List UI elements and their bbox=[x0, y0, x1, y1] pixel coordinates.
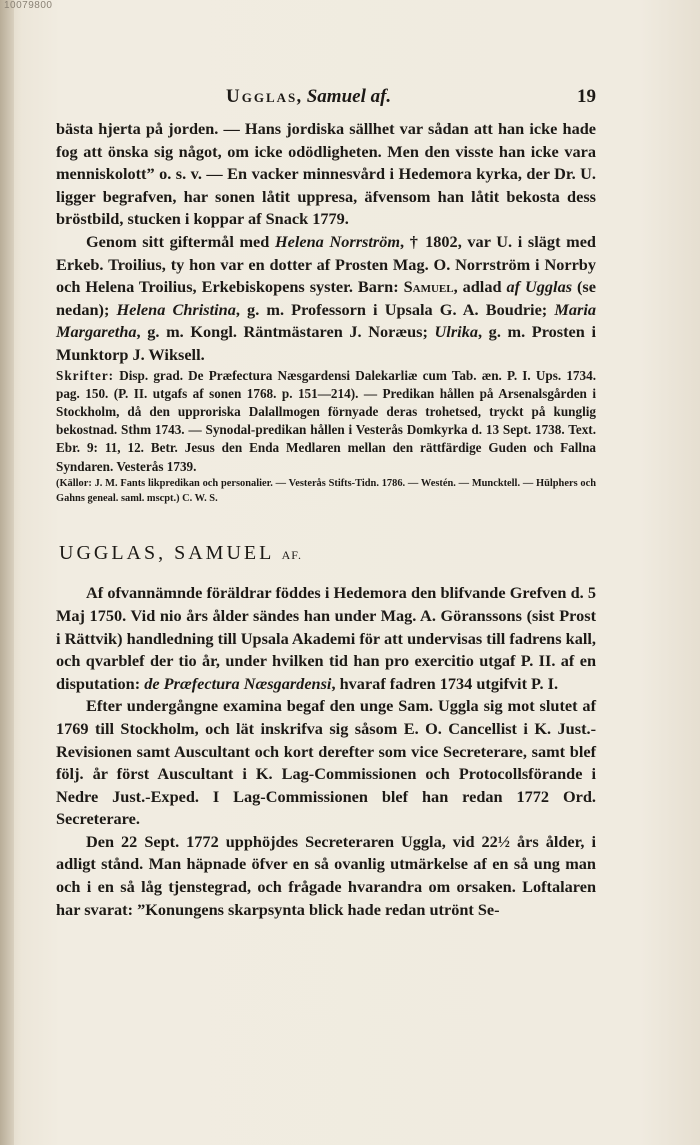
running-title-name: , Samuel af. bbox=[297, 86, 392, 107]
wife-name: Helena Norrström bbox=[274, 231, 401, 251]
author-signature: C. W. S. bbox=[182, 492, 218, 504]
heading-name: UGGLAS, SAMUEL bbox=[59, 541, 274, 564]
paragraph-marriage: Genom sitt giftermål med Helena Norrström, † 1802, var U. i slägt med Erkeb. Troilius, ty hon var en dotter af Prosten Mag. O. Norrström i Norrby och Helena Troilius, Erkebiskopens syster. Barn: Samuel, adlad af Ugglas (se nedan); Helena Christina, g. m. Professorn i Upsala G. A. Boudrie; Maria Margaretha, g. m. Kongl. Räntmästaren J. Noræus; Ulrika, g. m. Prosten i Munktorp J. Wiksell. bbox=[56, 231, 596, 364]
paragraph-birth: Af ofvannämnde föräldrar föddes i Hedemora den blifvande Grefven d. 5 Maj 1750. Vid nio års ålder sändes han under Mag. A. Göranssons (sist Prost i Rättvik) handledning till Upsala Akademi för att undervisas till fadrens kall, och qvarblef der tio år, under hvilken tid han pro exercitio utgaf P. II. af en disputation: de Præfectura Næsgardensi, hvaraf fadren 1734 utgifvit P. I. bbox=[56, 583, 596, 693]
child-maria: Maria Margaretha bbox=[56, 299, 596, 342]
paragraph-career: Efter undergångne examina begaf den unge Sam. Uggla sig mot slutet af 1769 till Stockholm, och lät inskrifva sig såsom E. O. Cancellist i K. Just.-Revisionen samt Auscultant och kort derefter som vice Secreterare, samt blef följ. år först Auscultant i K. Lag-Commissionen och Protocollsförande i Nedre Just.-Exped. I Lag-Commissionen blef han redan 1772 Ord. Secreterare. bbox=[56, 696, 596, 829]
running-title bbox=[226, 86, 391, 108]
sources-note bbox=[56, 476, 596, 506]
noble-title: af Ugglas bbox=[506, 277, 573, 297]
sources-label: (Källor: bbox=[56, 477, 92, 489]
library-stamp: 10079800 bbox=[4, 0, 53, 11]
paragraph-ennoblement: Den 22 Sept. 1772 upphöjdes Secreteraren Uggla, vid 22½ års ålder, i adligt stånd. Man häpnade öfver en så ovanlig utmärkelse af en så ung man och i en så låg tjenstegrad, och frågade hvarandra om orsaken. Loftalaren har svarat: ”Konungens skarpsynta blick hade redan utrönt Se- bbox=[56, 831, 596, 919]
writings-list bbox=[56, 367, 596, 476]
child-ulrika: Ulrika bbox=[434, 322, 478, 342]
writings-label: Skrifter: bbox=[56, 367, 115, 383]
writings-text: Disp. grad. De Præfectura Næsgardensi Dalekarliæ cum Tab. æn. P. I. Ups. 1734. pag. 150. (P. II. utgafs af sonen 1768. p. 151—214). — Predikan hållen på Arsenalsgården i Stockholm, då den upproriska Dalallmogen förnyade deras trohetsed, tryckt på kunglig bekostnad. Sthm 1743. — Synodal-predikan hållen i Vesterås Domkyrka d. 13 Sept. 1738. Text. Ebr. 9: 11, 12. Betr. Jesus den Enda Medlaren mellan den rättfärdige Guden och Fallna Syndaren. Vesterås 1739. bbox=[56, 367, 596, 474]
paragraph-continuation: bästa hjerta på jorden. — Hans jordiska sällhet var sådan att han icke hade fog att önska sig något, om icke odödligheten. Men den visste han icke vara menniskolott” o. s. v. — En vacker minnesvård i Hedemora kyrka, der Dr. U. ligger begrafven, har sonen låtit uppresa, äfvensom han låtit bekosta dess bröstbild, stucken i koppar af Snack 1779. bbox=[56, 119, 596, 229]
page-number: 19 bbox=[577, 86, 596, 107]
sources-text: J. M. Fants likpredikan och personalier. — Vesterås Stifts-Tidn. 1786. — Westén. — Muncktell. — Hülphers och Gahns geneal. saml. mscpt.) bbox=[56, 477, 596, 504]
running-header bbox=[56, 86, 596, 112]
running-title-family: Ugglas bbox=[226, 86, 298, 107]
body-text bbox=[56, 118, 596, 921]
section-heading bbox=[56, 542, 596, 567]
disputation-title: de Præfectura Næsgardensi bbox=[144, 673, 332, 693]
page-spine bbox=[0, 0, 14, 1145]
child-samuel: Samuel bbox=[403, 277, 454, 297]
child-helena: Helena Christina bbox=[116, 299, 236, 319]
heading-af: AF. bbox=[281, 547, 302, 562]
